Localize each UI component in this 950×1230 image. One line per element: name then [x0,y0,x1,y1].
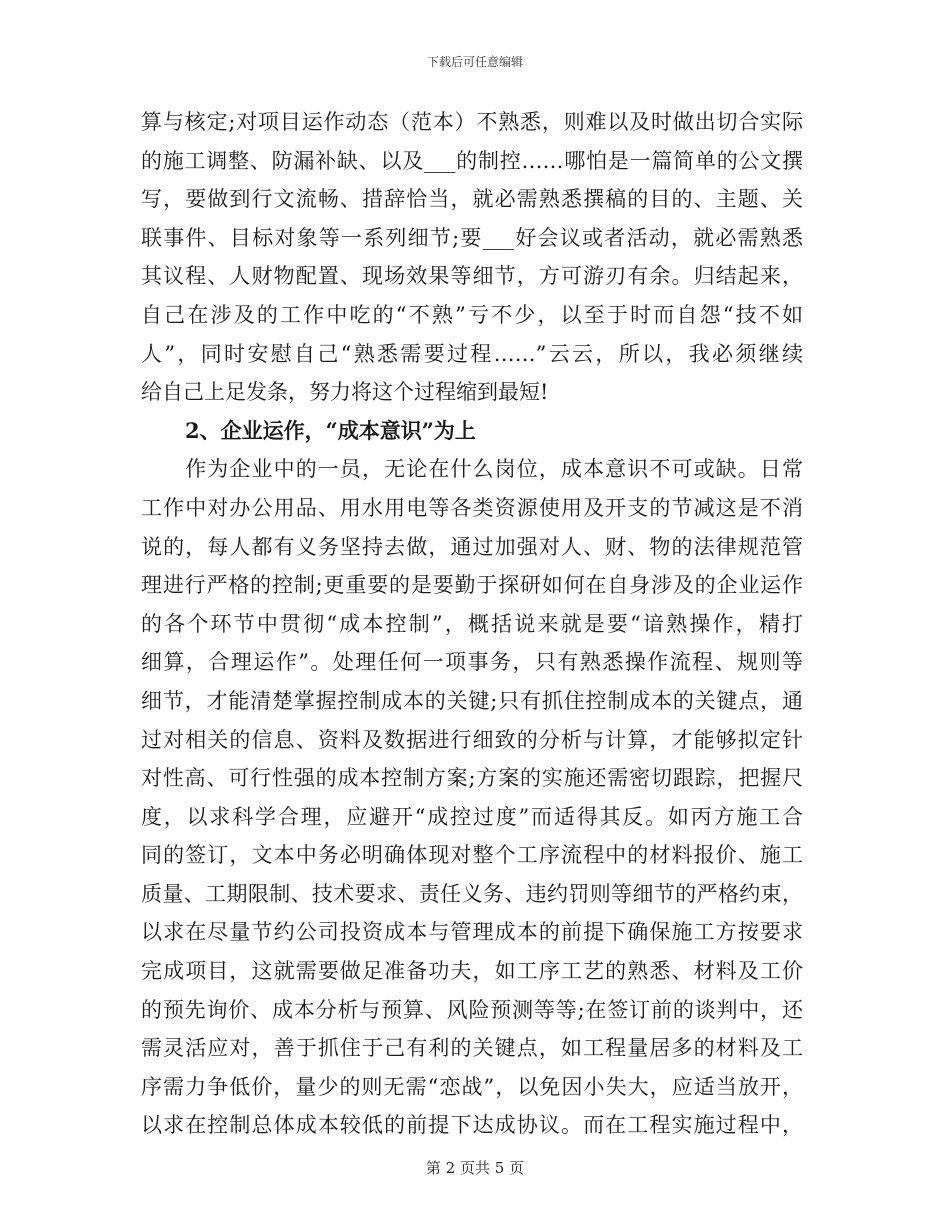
text-line: 需灵活应对，善于抓住于己有利的关键点，如工程量居多的材料及工 [141,1036,803,1061]
text-line: 作为企业中的一员，无论在什么岗位，成本意识不可或缺。日常 [141,457,803,482]
text-line: 以求在控制总体成本较低的前提下达成协议。而在工程实施过程中， [141,1113,803,1138]
text-line: 度，以求科学合理，应避开“成控过度”而适得其反。如丙方施工合 [141,804,803,829]
text-line: 写，要做到行文流畅、措辞恰当，就必需熟悉撰稿的目的、主题、关 [141,187,803,212]
text-line: 理进行严格的控制;更重要的是要勤于探研如何在自身涉及的企业运作 [141,573,803,598]
text-line: 过对相关的信息、资料及数据进行细致的分析与计算，才能够拟定针 [141,727,803,752]
text-line: 质量、工期限制、技术要求、责任义务、违约罚则等细节的严格约束， [141,881,803,906]
text-line: 的预先询价、成本分析与预算、风险预测等等;在签订前的谈判中，还 [141,997,803,1022]
text-line: 人”，同时安慰自己“熟悉需要过程……”云云，所以，我必须继续 [141,341,803,366]
text-line: 同的签订，文本中务必明确体现对整个工序流程中的材料报价、施工 [141,843,803,868]
text-line: 对性高、可行性强的成本控制方案;方案的实施还需密切跟踪，把握尺 [141,766,803,791]
text-line: 其议程、人财物配置、现场效果等细节，方可游刃有余。归结起来， [141,264,803,289]
text-line: 联事件、目标对象等一系列细节;要___好会议或者活动，就必需熟悉 [141,225,803,250]
page-number: 第 2 页共 5 页 [425,1159,525,1177]
text-line: 完成项目，这就需要做足准备功夫，如工序工艺的熟悉、材料及工价 [141,959,803,984]
section-heading: 2、企业运作，“成本意识”为上 [185,417,476,443]
text-line: 说的，每人都有义务坚持去做，通过加强对人、财、物的法律规范管 [141,534,803,559]
text-line: 工作中对办公用品、用水用电等各类资源使用及开支的节减这是不消 [141,495,803,520]
document-body [141,103,803,1145]
text-line: 细算，合理运作”。处理任何一项事务，只有熟悉操作流程、规则等 [141,650,803,675]
text-line: 的各个环节中贯彻“成本控制”，概括说来就是要“谙熟操作，精打 [141,611,803,636]
text-line: 算与核定;对项目运作动态（范本）不熟悉，则难以及时做出切合实际 [141,110,803,134]
text-line: 细节，才能清楚掌握控制成本的关键;只有抓住控制成本的关键点，通 [141,688,803,713]
text-line: 给自己上足发条，努力将这个过程缩到最短! [141,380,549,405]
page-header: 下载后可任意编辑 [426,55,523,69]
text-line: 自己在涉及的工作中吃的“不熟”亏不少，以至于时而自怨“技不如 [141,302,803,327]
text-line: 的施工调整、防漏补缺、以及___的制控……哪怕是一篇简单的公文撰 [141,148,803,173]
text-line: 以求在尽量节约公司投资成本与管理成本的前提下确保施工方按要求 [141,920,803,945]
text-line: 序需力争低价，量少的则无需“恋战”，以免因小失大，应适当放开， [141,1074,803,1099]
